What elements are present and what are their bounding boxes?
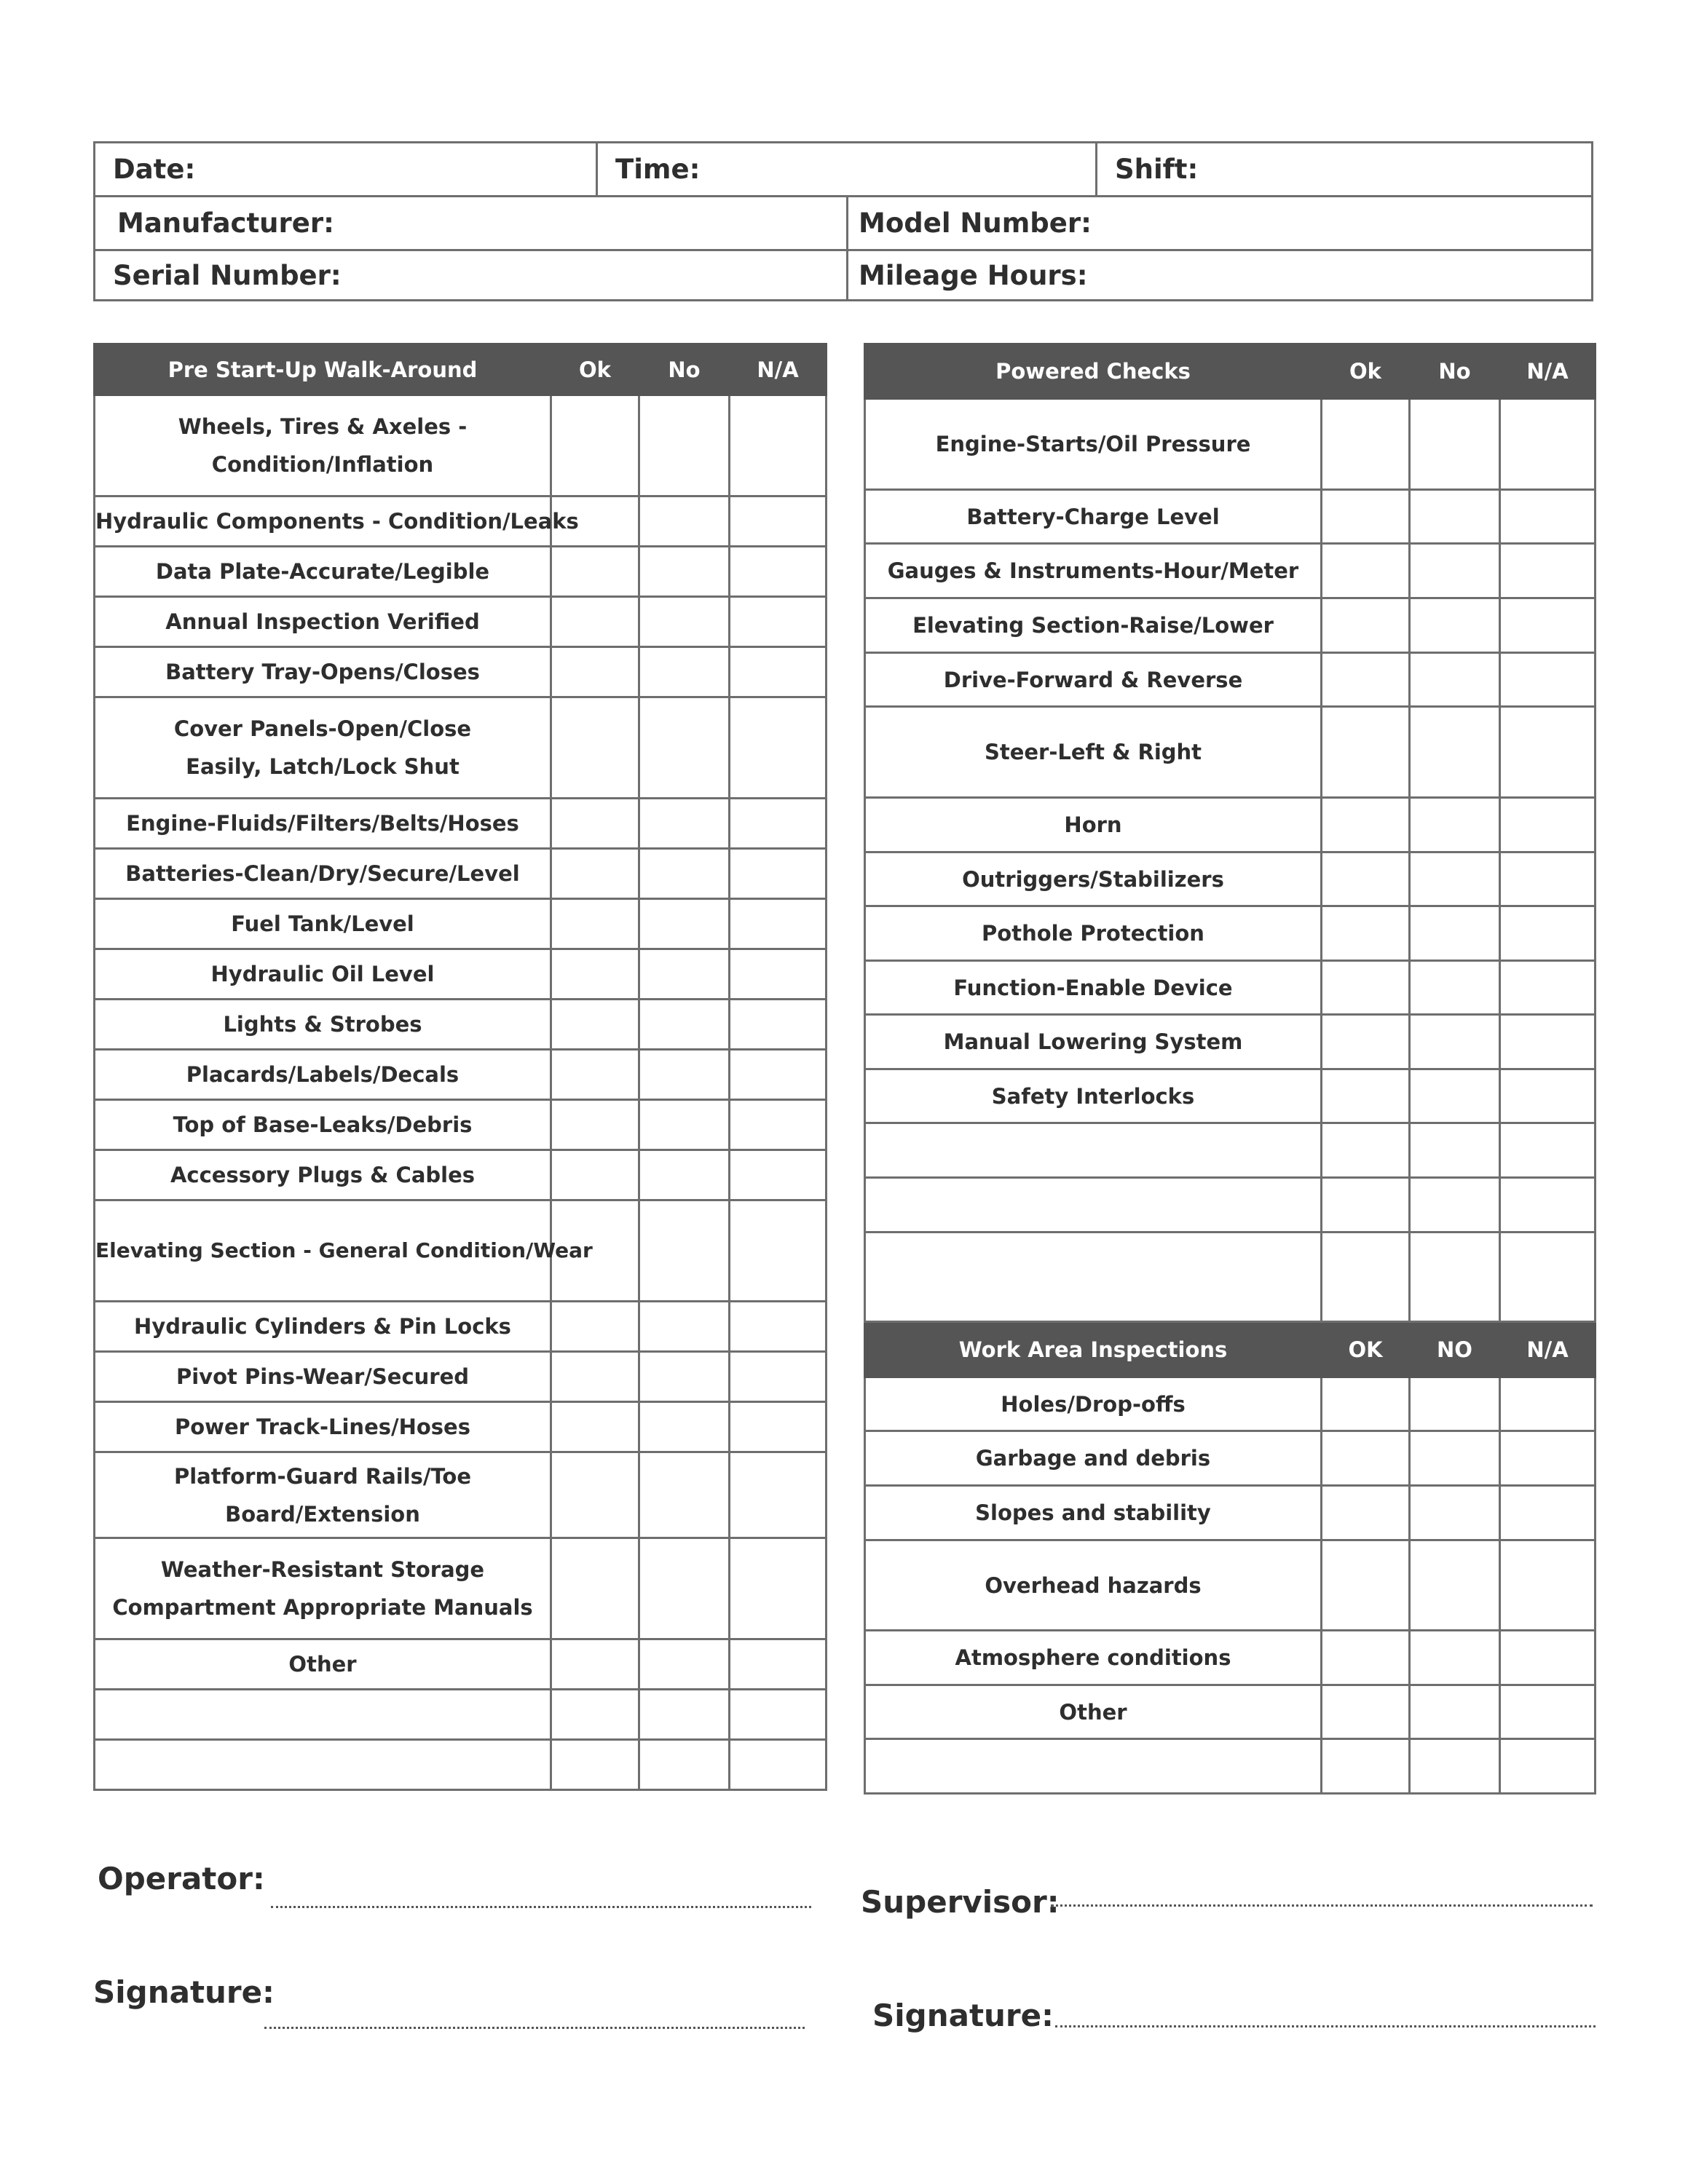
na-checkbox[interactable] (730, 395, 827, 496)
operator-line[interactable] (271, 1906, 811, 1908)
check-item-label: Horn (865, 798, 1322, 852)
na-checkbox[interactable] (1500, 1015, 1596, 1069)
supervisor-label: Supervisor: (861, 1884, 1060, 1920)
na-checkbox[interactable] (730, 1302, 827, 1352)
powered-col-no: No (1410, 344, 1500, 399)
na-checkbox[interactable] (730, 1690, 827, 1740)
na-checkbox[interactable] (730, 1452, 827, 1538)
table-row (95, 1200, 827, 1302)
na-checkbox[interactable] (1500, 852, 1596, 906)
no-checkbox[interactable] (639, 1050, 730, 1100)
check-item-label: Other (95, 1639, 551, 1690)
na-checkbox[interactable] (730, 1402, 827, 1452)
na-checkbox[interactable] (730, 1200, 827, 1302)
blank-item-field[interactable] (95, 1740, 551, 1790)
table-row (95, 1100, 827, 1150)
pre-start-title: Pre Start-Up Walk-Around (95, 344, 551, 395)
na-checkbox[interactable] (1500, 1123, 1596, 1178)
ok-checkbox[interactable] (1322, 1739, 1410, 1794)
no-checkbox[interactable] (639, 1200, 730, 1302)
no-checkbox[interactable] (1410, 1631, 1500, 1685)
table-row-blank (865, 1233, 1596, 1322)
table-row (95, 1538, 827, 1639)
table-row (95, 1639, 827, 1690)
check-item-label: Hydraulic Components - Condition/Leaks (95, 496, 551, 547)
table-row-blank (95, 1690, 827, 1740)
na-checkbox[interactable] (730, 547, 827, 597)
no-checkbox[interactable] (639, 547, 730, 597)
check-item-label: Hydraulic Cylinders & Pin Locks (95, 1302, 551, 1352)
ok-checkbox[interactable] (551, 1538, 639, 1639)
pre-start-col-ok: Ok (551, 344, 639, 395)
na-checkbox[interactable] (1500, 906, 1596, 961)
header-row-date (95, 143, 1591, 197)
supervisor-signature-line[interactable] (1055, 2025, 1596, 2027)
manufacturer-label: Manufacturer: (117, 207, 334, 239)
na-checkbox[interactable] (730, 1050, 827, 1100)
check-item-label: Accessory Plugs & Cables (95, 1150, 551, 1200)
blank-item-field[interactable] (95, 1690, 551, 1740)
no-checkbox[interactable] (639, 949, 730, 1000)
no-checkbox[interactable] (1410, 1540, 1500, 1631)
no-checkbox[interactable] (639, 1000, 730, 1050)
na-checkbox[interactable] (1500, 544, 1596, 598)
check-item-label: Placards/Labels/Decals (95, 1050, 551, 1100)
na-checkbox[interactable] (1500, 1631, 1596, 1685)
no-checkbox[interactable] (1410, 1486, 1500, 1540)
na-checkbox[interactable] (1500, 1486, 1596, 1540)
check-item-label: Pothole Protection (865, 906, 1322, 961)
ok-checkbox[interactable] (551, 547, 639, 597)
na-checkbox[interactable] (1500, 490, 1596, 544)
table-row (95, 1352, 827, 1402)
na-checkbox[interactable] (730, 647, 827, 697)
na-checkbox[interactable] (1500, 961, 1596, 1015)
table-row (95, 849, 827, 899)
ok-checkbox[interactable] (551, 849, 639, 899)
na-checkbox[interactable] (1500, 653, 1596, 707)
work-area-header-row (865, 1322, 1596, 1377)
table-row (95, 899, 827, 949)
no-checkbox[interactable] (639, 1452, 730, 1538)
check-item-label: Holes/Drop-offs (865, 1377, 1322, 1431)
check-item-label: Lights & Strobes (95, 1000, 551, 1050)
check-item-label: Safety Interlocks (865, 1069, 1322, 1123)
no-checkbox[interactable] (1410, 544, 1500, 598)
table-row (95, 697, 827, 799)
check-item-label: Atmosphere conditions (865, 1631, 1322, 1685)
no-checkbox[interactable] (1410, 1015, 1500, 1069)
table-row-blank (865, 1123, 1596, 1178)
no-checkbox[interactable] (1410, 1233, 1500, 1322)
mileage-hours-field[interactable] (846, 251, 1591, 299)
na-checkbox[interactable] (730, 799, 827, 849)
check-item-label: Elevating Section - General Condition/Wear (95, 1200, 551, 1302)
ok-checkbox[interactable] (551, 1690, 639, 1740)
ok-checkbox[interactable] (1322, 490, 1410, 544)
pre-start-col-na: N/A (730, 344, 827, 395)
ok-checkbox[interactable] (551, 1402, 639, 1452)
no-checkbox[interactable] (1410, 798, 1500, 852)
model-number-field[interactable] (846, 197, 1591, 249)
check-item-label: Platform-Guard Rails/Toe Board/Extension (95, 1452, 551, 1538)
table-row (95, 547, 827, 597)
table-row (865, 1685, 1596, 1739)
na-checkbox[interactable] (1500, 399, 1596, 490)
table-row (865, 1377, 1596, 1431)
check-item-label: Engine-Starts/Oil Pressure (865, 399, 1322, 490)
check-item-label: Outriggers/Stabilizers (865, 852, 1322, 906)
ok-checkbox[interactable] (551, 597, 639, 647)
operator-label: Operator: (98, 1861, 265, 1896)
na-checkbox[interactable] (730, 949, 827, 1000)
na-checkbox[interactable] (730, 1150, 827, 1200)
na-checkbox[interactable] (1500, 1431, 1596, 1486)
na-checkbox[interactable] (1500, 1540, 1596, 1631)
check-item-label: Pivot Pins-Wear/Secured (95, 1352, 551, 1402)
check-item-label: Gauges & Instruments-Hour/Meter (865, 544, 1322, 598)
no-checkbox[interactable] (639, 1690, 730, 1740)
table-row (865, 852, 1596, 906)
na-checkbox[interactable] (1500, 1377, 1596, 1431)
no-checkbox[interactable] (639, 799, 730, 849)
check-item-label: Steer-Left & Right (865, 707, 1322, 798)
check-item-label: Data Plate-Accurate/Legible (95, 547, 551, 597)
no-checkbox[interactable] (639, 849, 730, 899)
no-checkbox[interactable] (639, 395, 730, 496)
ok-checkbox[interactable] (1322, 1015, 1410, 1069)
table-row (95, 1150, 827, 1200)
ok-checkbox[interactable] (1322, 1377, 1410, 1431)
ok-checkbox[interactable] (551, 1150, 639, 1200)
powered-checks-table (864, 343, 1596, 1795)
check-item-label: Power Track-Lines/Hoses (95, 1402, 551, 1452)
pre-start-col-no: No (639, 344, 730, 395)
na-checkbox[interactable] (730, 1352, 827, 1402)
check-item-label: Garbage and debris (865, 1431, 1322, 1486)
no-checkbox[interactable] (639, 899, 730, 949)
check-item-label: Battery Tray-Opens/Closes (95, 647, 551, 697)
work-area-col-ok: OK (1322, 1322, 1410, 1377)
time-field[interactable] (596, 143, 1095, 195)
na-checkbox[interactable] (1500, 598, 1596, 653)
na-checkbox[interactable] (730, 849, 827, 899)
table-row (95, 1050, 827, 1100)
check-item-label: Engine-Fluids/Filters/Belts/Hoses (95, 799, 551, 849)
table-row (865, 653, 1596, 707)
table-row (865, 798, 1596, 852)
no-checkbox[interactable] (639, 597, 730, 647)
table-row (865, 906, 1596, 961)
operator-signature-label: Signature: (93, 1974, 275, 2010)
no-checkbox[interactable] (639, 496, 730, 547)
powered-header-row (865, 344, 1596, 399)
no-checkbox[interactable] (1410, 707, 1500, 798)
powered-col-ok: Ok (1322, 344, 1410, 399)
no-checkbox[interactable] (1410, 961, 1500, 1015)
operator-signature-line[interactable] (264, 2027, 805, 2029)
na-checkbox[interactable] (730, 1740, 827, 1790)
table-row (865, 1069, 1596, 1123)
check-item-label: Wheels, Tires & Axeles - Condition/Inflation (95, 395, 551, 496)
table-row (95, 1000, 827, 1050)
pre-start-header-row (95, 344, 827, 395)
table-row-blank (865, 1739, 1596, 1794)
na-checkbox[interactable] (1500, 1739, 1596, 1794)
ok-checkbox[interactable] (1322, 852, 1410, 906)
no-checkbox[interactable] (1410, 852, 1500, 906)
ok-checkbox[interactable] (1322, 1431, 1410, 1486)
shift-field[interactable] (1095, 143, 1591, 195)
no-checkbox[interactable] (1410, 1431, 1500, 1486)
na-checkbox[interactable] (730, 597, 827, 647)
serial-number-field[interactable] (95, 251, 846, 299)
table-row (865, 1431, 1596, 1486)
work-area-title: Work Area Inspections (865, 1322, 1322, 1377)
ok-checkbox[interactable] (551, 395, 639, 496)
blank-item-field[interactable] (865, 1123, 1322, 1178)
ok-checkbox[interactable] (1322, 1685, 1410, 1739)
na-checkbox[interactable] (730, 899, 827, 949)
no-checkbox[interactable] (1410, 1739, 1500, 1794)
table-row (95, 647, 827, 697)
na-checkbox[interactable] (1500, 1685, 1596, 1739)
check-item-label: Top of Base-Leaks/Debris (95, 1100, 551, 1150)
table-row (865, 544, 1596, 598)
powered-col-na: N/A (1500, 344, 1596, 399)
no-checkbox[interactable] (639, 1740, 730, 1790)
ok-checkbox[interactable] (1322, 399, 1410, 490)
ok-checkbox[interactable] (551, 1352, 639, 1402)
date-field[interactable] (95, 143, 596, 195)
table-row (865, 707, 1596, 798)
check-item-label: Other (865, 1685, 1322, 1739)
ok-checkbox[interactable] (1322, 961, 1410, 1015)
ok-checkbox[interactable] (1322, 1631, 1410, 1685)
ok-checkbox[interactable] (1322, 1178, 1410, 1233)
no-checkbox[interactable] (1410, 399, 1500, 490)
check-item-label: Weather-Resistant Storage Compartment Appropriate Manuals (95, 1538, 551, 1639)
ok-checkbox[interactable] (1322, 653, 1410, 707)
na-checkbox[interactable] (730, 496, 827, 547)
equipment-info-header (93, 141, 1593, 301)
check-item-label: Cover Panels-Open/Close Easily, Latch/Lock Shut (95, 697, 551, 799)
work-area-col-na: N/A (1500, 1322, 1596, 1377)
date-label: Date: (113, 154, 196, 185)
table-row (95, 496, 827, 547)
no-checkbox[interactable] (639, 647, 730, 697)
pre-start-table (93, 343, 827, 1791)
table-row (865, 1486, 1596, 1540)
na-checkbox[interactable] (730, 1100, 827, 1150)
no-checkbox[interactable] (1410, 1069, 1500, 1123)
table-row (865, 1631, 1596, 1685)
table-row (95, 1402, 827, 1452)
table-row (95, 949, 827, 1000)
no-checkbox[interactable] (1410, 1178, 1500, 1233)
table-row (865, 399, 1596, 490)
ok-checkbox[interactable] (551, 799, 639, 849)
na-checkbox[interactable] (1500, 798, 1596, 852)
check-item-label: Manual Lowering System (865, 1015, 1322, 1069)
na-checkbox[interactable] (1500, 707, 1596, 798)
blank-item-field[interactable] (865, 1233, 1322, 1322)
table-row (865, 1540, 1596, 1631)
table-row-blank (95, 1740, 827, 1790)
no-checkbox[interactable] (639, 1639, 730, 1690)
na-checkbox[interactable] (730, 1639, 827, 1690)
no-checkbox[interactable] (1410, 1377, 1500, 1431)
no-checkbox[interactable] (639, 1302, 730, 1352)
na-checkbox[interactable] (730, 697, 827, 799)
check-item-label: Slopes and stability (865, 1486, 1322, 1540)
ok-checkbox[interactable] (1322, 798, 1410, 852)
no-checkbox[interactable] (639, 1100, 730, 1150)
check-item-label: Battery-Charge Level (865, 490, 1322, 544)
ok-checkbox[interactable] (1322, 598, 1410, 653)
work-area-col-no: NO (1410, 1322, 1500, 1377)
no-checkbox[interactable] (1410, 906, 1500, 961)
no-checkbox[interactable] (639, 1402, 730, 1452)
na-checkbox[interactable] (1500, 1233, 1596, 1322)
no-checkbox[interactable] (1410, 1123, 1500, 1178)
ok-checkbox[interactable] (551, 1302, 639, 1352)
ok-checkbox[interactable] (551, 1740, 639, 1790)
supervisor-signature-label: Signature: (872, 1998, 1054, 2033)
ok-checkbox[interactable] (551, 899, 639, 949)
blank-item-field[interactable] (865, 1739, 1322, 1794)
no-checkbox[interactable] (639, 1352, 730, 1402)
no-checkbox[interactable] (1410, 653, 1500, 707)
table-row (865, 1015, 1596, 1069)
ok-checkbox[interactable] (1322, 707, 1410, 798)
check-item-label: Drive-Forward & Reverse (865, 653, 1322, 707)
ok-checkbox[interactable] (551, 647, 639, 697)
table-row (95, 597, 827, 647)
table-row (865, 490, 1596, 544)
na-checkbox[interactable] (1500, 1178, 1596, 1233)
ok-checkbox[interactable] (551, 1050, 639, 1100)
check-item-label: Function-Enable Device (865, 961, 1322, 1015)
header-row-manufacturer (95, 197, 1591, 251)
na-checkbox[interactable] (730, 1538, 827, 1639)
check-item-label: Fuel Tank/Level (95, 899, 551, 949)
check-item-label: Elevating Section-Raise/Lower (865, 598, 1322, 653)
table-row (865, 961, 1596, 1015)
table-row (865, 598, 1596, 653)
no-checkbox[interactable] (639, 1150, 730, 1200)
manufacturer-field[interactable] (95, 197, 846, 249)
ok-checkbox[interactable] (551, 1000, 639, 1050)
ok-checkbox[interactable] (1322, 1069, 1410, 1123)
serial-number-label: Serial Number: (113, 259, 342, 291)
ok-checkbox[interactable] (1322, 1486, 1410, 1540)
ok-checkbox[interactable] (1322, 1123, 1410, 1178)
no-checkbox[interactable] (1410, 598, 1500, 653)
no-checkbox[interactable] (1410, 490, 1500, 544)
ok-checkbox[interactable] (551, 1452, 639, 1538)
table-row (95, 1302, 827, 1352)
check-item-label: Hydraulic Oil Level (95, 949, 551, 1000)
ok-checkbox[interactable] (551, 949, 639, 1000)
ok-checkbox[interactable] (1322, 906, 1410, 961)
table-row (95, 395, 827, 496)
ok-checkbox[interactable] (1322, 1540, 1410, 1631)
table-row-blank (865, 1178, 1596, 1233)
na-checkbox[interactable] (1500, 1069, 1596, 1123)
model-number-label: Model Number: (859, 207, 1092, 239)
check-item-label: Overhead hazards (865, 1540, 1322, 1631)
header-row-serial (95, 251, 1591, 299)
check-item-label: Batteries-Clean/Dry/Secure/Level (95, 849, 551, 899)
no-checkbox[interactable] (639, 697, 730, 799)
blank-item-field[interactable] (865, 1178, 1322, 1233)
mileage-hours-label: Mileage Hours: (859, 259, 1088, 291)
ok-checkbox[interactable] (551, 1639, 639, 1690)
no-checkbox[interactable] (1410, 1685, 1500, 1739)
check-item-label: Annual Inspection Verified (95, 597, 551, 647)
ok-checkbox[interactable] (551, 1100, 639, 1150)
no-checkbox[interactable] (639, 1538, 730, 1639)
powered-title: Powered Checks (865, 344, 1322, 399)
ok-checkbox[interactable] (1322, 544, 1410, 598)
shift-label: Shift: (1115, 154, 1199, 185)
na-checkbox[interactable] (730, 1000, 827, 1050)
ok-checkbox[interactable] (1322, 1233, 1410, 1322)
time-label: Time: (615, 154, 701, 185)
supervisor-line[interactable] (1051, 1904, 1593, 1907)
table-row (95, 799, 827, 849)
ok-checkbox[interactable] (551, 697, 639, 799)
table-row (95, 1452, 827, 1538)
